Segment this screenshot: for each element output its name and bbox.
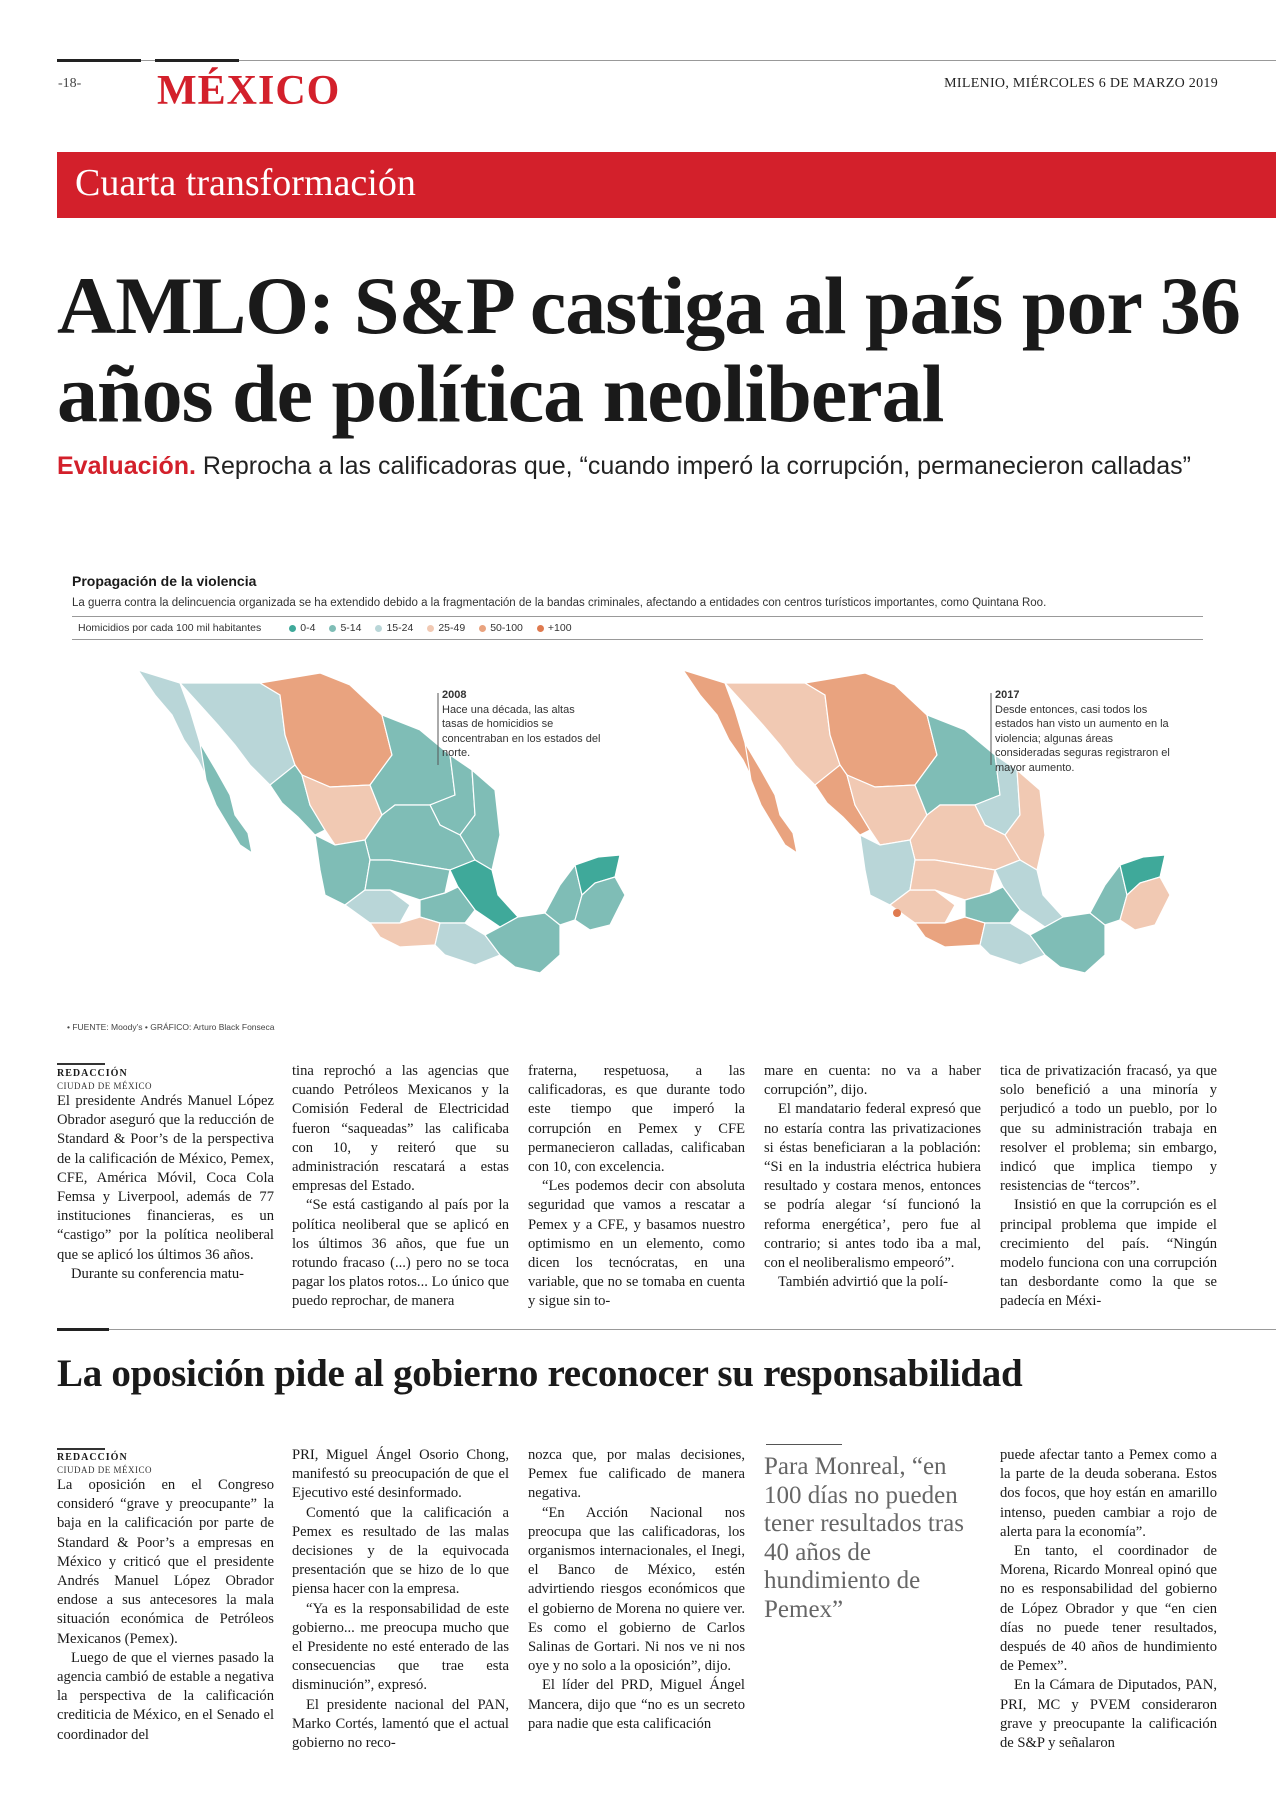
column-rule: [57, 1448, 105, 1450]
legend-label: 15-24: [386, 622, 414, 634]
legend-item: [289, 622, 315, 634]
paragraph: PRI, Miguel Ángel Osorio Chong, manifestó su preocupación de que el Ejecutivo esté desinformado.: [292, 1447, 509, 1502]
legend-swatch: [427, 625, 434, 632]
paragraph: puede afectar tanto a Pemex como a la parte de la deuda soberana. Estos dos focos, que hoy están en amarillo intenso, pueden cambiar a rojo de alerta para la economía”.: [1000, 1447, 1217, 1540]
legend-swatch: [537, 625, 544, 632]
deck: [57, 450, 1276, 482]
byline-place: CIUDAD DE MÉXICO: [57, 1081, 152, 1091]
paragraph: La oposición en el Congreso consideró “grave y preocupante” la baja en la calificación por parte de Standard & Poor’s a empresas en México y criticó que el presidente Andrés Manuel López Obrador endose a sus antecesores la mala situación económica de Petróleos Mexicanos (Pemex).: [57, 1477, 274, 1647]
annotation-text: Hace una década, las altas tasas de homicidios se concentraban en los estados del norte.: [442, 703, 601, 759]
article1-column-5: [1000, 1062, 1217, 1312]
paragraph: mare en cuenta: no va a haber corrupción”, dijo.: [764, 1063, 981, 1099]
annotation-2017: [995, 688, 1170, 775]
legend-label: 5-14: [340, 622, 362, 634]
paragraph: fraterna, respetuosa, a las calificadoras, es que durante todo este tiempo que imperó la corrupción en Pemex y CFE permanecieron calladas, calificaban con 10, con excelencia.: [528, 1063, 745, 1176]
article1-column-1: [57, 1068, 274, 1284]
deck-text: Reprocha a las calificadoras que, “cuando imperó la corrupción, permanecieron calladas”: [202, 452, 1191, 480]
dateline: MILENIO, MIÉRCOLES 6 DE MARZO 2019: [944, 76, 1218, 91]
second-headline: La oposición pide al gobierno reconocer su responsabilidad: [57, 1352, 1023, 1395]
paragraph: Comentó que la calificación a Pemex es resultado de las malas decisiones y de la equivocada presentación que se hizo de lo que piensa hacer con la empresa.: [292, 1504, 509, 1598]
legend-item: [427, 622, 465, 634]
paragraph: El presidente nacional del PAN, Marko Cortés, lamentó que el actual gobierno no reco-: [292, 1696, 509, 1752]
paragraph: También advirtió que la polí-: [778, 1274, 949, 1291]
article2-column-3: [528, 1446, 745, 1734]
paragraph: Durante su conferencia matu-: [71, 1265, 245, 1282]
paragraph: En la Cámara de Diputados, PAN, PRI, MC y PVEM consideraron grave y preocupante la calificación de S&P y señalaron: [1000, 1677, 1217, 1752]
paragraph: “En Acción Nacional nos preocupa que las calificadoras, los organismos internacionales, el Inegi, el Banco de México, estén advirtiendo riesgos económicos que el gobierno de Morena no quiere ver. Es como el gobierno de Carlos Salinas de Gortari. Ni nos ve ni nos oye y no solo a la oposición”, dijo.: [528, 1504, 745, 1675]
infographic-rule: [72, 616, 1203, 617]
article2-column-1: [57, 1452, 274, 1745]
paragraph: “Se está castigando al país por la política neoliberal que se aplicó en los últimos 36 años, que fue un rotundo fracaso (...) pero no se toca pagar los platos rotos... Lo único que puedo reprochar, de manera: [292, 1197, 509, 1310]
top-rule-accent: [57, 59, 141, 62]
legend-item: [375, 622, 413, 634]
deck-kicker: Evaluación.: [57, 452, 196, 480]
legend-swatch: [479, 625, 486, 632]
legend-item: [329, 622, 361, 634]
paragraph: nozca que, por malas decisiones, Pemex fue calificado de manera negativa.: [528, 1447, 745, 1502]
pull-quote: Para Monreal, “en 100 días no pueden tener resultados tras 40 años de hundimiento de Pemex”: [764, 1453, 964, 1623]
annotation-year: 2017: [995, 689, 1020, 701]
paragraph: El líder del PRD, Miguel Ángel Mancera, dijo que “no es un secreto para nadie que esta calificación: [528, 1677, 745, 1732]
section-rule: [57, 1329, 1276, 1330]
legend-label: 50-100: [490, 622, 523, 634]
legend-label: 25-49: [438, 622, 466, 634]
byline-place: CIUDAD DE MÉXICO: [57, 1465, 152, 1475]
paragraph: tina reprochó a las agencias que cuando Petróleos Mexicanos y la Comisión Federal de Electricidad fueron “saqueadas” las calificaba con 10, y reiteró que su administración rescatará a estas empresas del Estado.: [292, 1063, 509, 1195]
article1-column-3: [528, 1062, 745, 1312]
legend-label: 0-4: [300, 622, 316, 634]
section-title: MÉXICO: [157, 68, 341, 114]
article2-column-4: [1000, 1446, 1217, 1753]
legend-item: [479, 622, 523, 634]
infographic-description: La guerra contra la delincuencia organizada se ha extendido debido a la fragmentación de la bandas criminales, afectando a entidades con centros turísticos importantes, como Quintana Roo.: [72, 597, 1047, 609]
infographic-rule: [72, 639, 1203, 640]
main-headline: AMLO: S&P castiga al país por 36 años de política neoliberal: [57, 260, 1240, 439]
pull-quote-rule: [766, 1444, 842, 1445]
article1-column-2: [292, 1062, 509, 1312]
page-number: -18-: [58, 76, 82, 91]
column-rule: [57, 1063, 105, 1065]
legend-swatch: [375, 625, 382, 632]
article1-column-4: [764, 1062, 981, 1292]
legend-title: Homicidios por cada 100 mil habitantes: [78, 622, 262, 634]
top-rule-accent: [155, 59, 239, 62]
banner-title: Cuarta transformación: [75, 162, 416, 204]
paragraph: Insistió en que la corrupción es el principal problema que impide el crecimiento del país. “Ningún modelo funciona con una corrupción tan desbordante como la que se padecía en Méxi-: [1000, 1197, 1217, 1310]
top-rule: [57, 60, 1276, 61]
byline: REDACCIÓN: [57, 1452, 128, 1463]
annotation-year: 2008: [442, 689, 467, 701]
section-rule-accent: [57, 1328, 109, 1331]
paragraph: El presidente Andrés Manuel López Obrador aseguró que la reducción de Standard & Poor’s de la perspectiva de la calificación de México, Pemex, CFE, América Móvil, Coca Cola Femsa y Liverpool, además de 77 instituciones financieras, es un “castigo” por la política neoliberal que se aplicó los últimos 36 años.: [57, 1093, 274, 1263]
infographic-title: Propagación de la violencia: [72, 573, 257, 589]
legend-item: [537, 622, 572, 634]
paragraph: “Ya es la responsabilidad de este gobierno... me preocupa mucho que el Presidente no esté enterado de las consecuencias que trae esta disminución”, expresó.: [292, 1600, 509, 1694]
paragraph: Luego de que el viernes pasado la agencia cambió de estable a negativa la perspectiva de la calificación crediticia de México, en el Senado el coordinador del: [57, 1649, 274, 1743]
article2-column-2: [292, 1446, 509, 1753]
legend-label: +100: [547, 622, 572, 634]
paragraph: tica de privatización fracasó, ya que solo benefició a una minoría y perjudicó a todo un pueblo, por lo que su administración trabaja en resolver el problema; sin embargo, indicó que implica tiempo y resistencias de “tercos”.: [1000, 1063, 1217, 1195]
paragraph: “Les podemos decir con absoluta seguridad que vamos a rescatar a Pemex y a CFE, y basamos nuestro optimismo en un elemento, como dicen los tecnócratas, en una variable, que no se tomaba en cuenta y sigue sin to-: [528, 1178, 745, 1310]
annotation-2008: [442, 688, 602, 761]
legend-swatch: [289, 625, 296, 632]
infographic-source: • FUENTE: Moody’s • GRÁFICO: Arturo Black Fonseca: [67, 1022, 275, 1032]
annotation-text: Desde entonces, casi todos los estados han visto un aumento en la violencia; algunas áreas consideradas seguras registraron el mayor aumento.: [995, 703, 1170, 774]
legend-swatch: [329, 625, 336, 632]
paragraph: El mandatario federal expresó que no estaría contra las privatizaciones si éstas beneficiaran a la población: “Si en la industria eléctrica hubiera resultado y costara menos, entonces se podría alegar ‘sí funcionó la reforma energética’, pero fue al contrario; si antes todo iba a mal, con el neoliberalismo empeoró”.: [764, 1101, 981, 1272]
byline: REDACCIÓN: [57, 1068, 128, 1079]
paragraph: En tanto, el coordinador de Morena, Ricardo Monreal opinó que no es responsabilidad del gobierno de López Obrador y que “en cien días no puede tener resultados, después de 40 años de hundimiento de Pemex”.: [1000, 1543, 1217, 1675]
map-legend: [78, 622, 572, 634]
